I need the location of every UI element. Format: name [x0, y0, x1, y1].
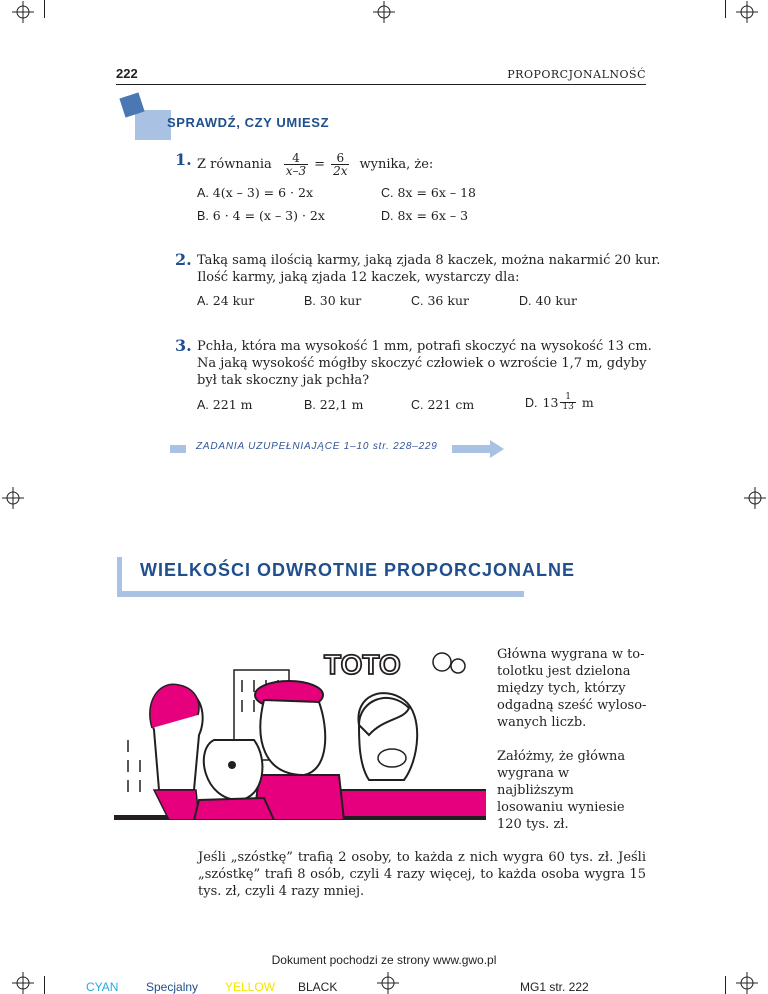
slug-job: MG1 str. 222 [520, 980, 589, 994]
question-2-number: 2. [175, 250, 192, 269]
q3-option-d: D. 13 $\frac{1}{13}$ m [525, 392, 594, 412]
section-title: SPRAWDŹ, CZY UMIESZ [167, 115, 330, 130]
side-paragraph-2: Załóżmy, że główna wygrana w najbliższym losowaniu wyniesie 120 tys. zł. [497, 749, 626, 832]
side-paragraph-1: Główna wygrana w to- tolotku jest dzielona między tych, którzy odgadną sześć wyloso- wanych liczb. [497, 647, 647, 730]
title-bar-bottom [117, 591, 524, 597]
registration-mark-bottom-right [736, 972, 758, 994]
topic-title: WIELKOŚCI ODWROTNIE PROPORCJONALNE [140, 560, 576, 580]
q1-option-d: D. 8x = 6x – 3 [381, 208, 469, 223]
q2-option-c: C. 36 kur [411, 293, 469, 308]
fraction-2-denominator: 2x [333, 164, 348, 178]
question-2-line-1: Taką samą ilością karmy, jaką zjada 8 kaczek, można nakarmić 20 kur. [197, 253, 661, 268]
section-decoration-icon [113, 90, 173, 142]
fraction-1-denominator: x–3 [285, 164, 307, 178]
fraction-1-numerator: 4 [284, 152, 308, 165]
source-note[interactable]: Dokument pochodzi ze strony www.gwo.pl [271, 953, 497, 967]
crop-mark [725, 0, 726, 18]
equals-sign: = [314, 157, 326, 172]
registration-mark-right [744, 487, 766, 509]
slug-yellow: YELLOW [225, 980, 276, 994]
body-paragraph: Jeśli „szóstkę” trafią 2 osoby, to każda z nich wygra 60 tys. zł. Jeśli „szóstkę” trafi 8 osób, czyli 4 razy więcej, to każda osoba wygra 15 tys. zł, czyli 4 razy mniej. [198, 850, 646, 899]
q3-option-c: C. 221 cm [411, 397, 475, 412]
q1-option-c: C. 8x = 6x – 18 [381, 185, 477, 200]
question-2-line-2: Ilość karmy, jaką zjada 12 kaczek, wystarczy dla: [197, 270, 520, 285]
crop-mark [44, 0, 45, 18]
lottery-cartoon-illustration [114, 640, 486, 820]
registration-mark-left [2, 487, 24, 509]
slug-black: BLACK [298, 980, 338, 994]
question-3-line-3: był tak skoczny jak pchła? [197, 373, 370, 388]
q1-option-a: A. 4(x – 3) = 6 · 2x [197, 185, 313, 200]
fraction-2 [331, 152, 349, 177]
mixed-number-fraction: $\frac{1}{13}$ [562, 392, 574, 412]
q3-option-a: A. 221 m [197, 397, 253, 412]
q3-option-b: B. 22,1 m [304, 397, 364, 412]
question-1-text [197, 152, 433, 177]
supplementary-marker [170, 445, 186, 453]
question-1-lead: Z równania [197, 157, 272, 172]
registration-mark-bottom-center [377, 972, 399, 994]
registration-mark-top-center [373, 1, 395, 23]
question-3-number: 3. [175, 336, 192, 355]
q2-option-b: B. 30 kur [304, 293, 362, 308]
slug-cyan: CYAN [86, 980, 119, 994]
fraction-1 [284, 152, 308, 177]
running-head: PROPORCJONALNOŚĆ [507, 68, 646, 81]
crop-mark [725, 976, 726, 994]
question-3-line-2: Na jaką wysokość mógłby skoczyć człowiek o wzroście 1,7 m, gdyby [197, 356, 647, 371]
q2-option-d: D. 40 kur [519, 293, 577, 308]
question-1-number: 1. [175, 150, 192, 169]
arrow-right-icon [452, 440, 504, 458]
toto-sign: TOTO [324, 649, 401, 680]
supplementary-tasks-link[interactable]: ZADANIA UZUPEŁNIAJĄCE 1–10 str. 228–229 [196, 441, 438, 452]
registration-mark-top-right [736, 1, 758, 23]
q2-option-a: A. 24 kur [197, 293, 255, 308]
registration-mark-top-left [12, 1, 34, 23]
registration-mark-bottom-left [12, 972, 34, 994]
question-1-tail: wynika, że: [359, 157, 434, 172]
q1-option-b: B. 6 · 4 = (x – 3) · 2x [197, 208, 325, 223]
page-number: 222 [116, 66, 138, 81]
question-3-line-1: Pchła, która ma wysokość 1 mm, potrafi skoczyć na wysokość 13 cm. [197, 339, 652, 354]
fraction-2-numerator: 6 [331, 152, 349, 165]
slug-special: Specjalny [146, 980, 199, 994]
header-rule [116, 84, 646, 85]
crop-mark [44, 976, 45, 994]
